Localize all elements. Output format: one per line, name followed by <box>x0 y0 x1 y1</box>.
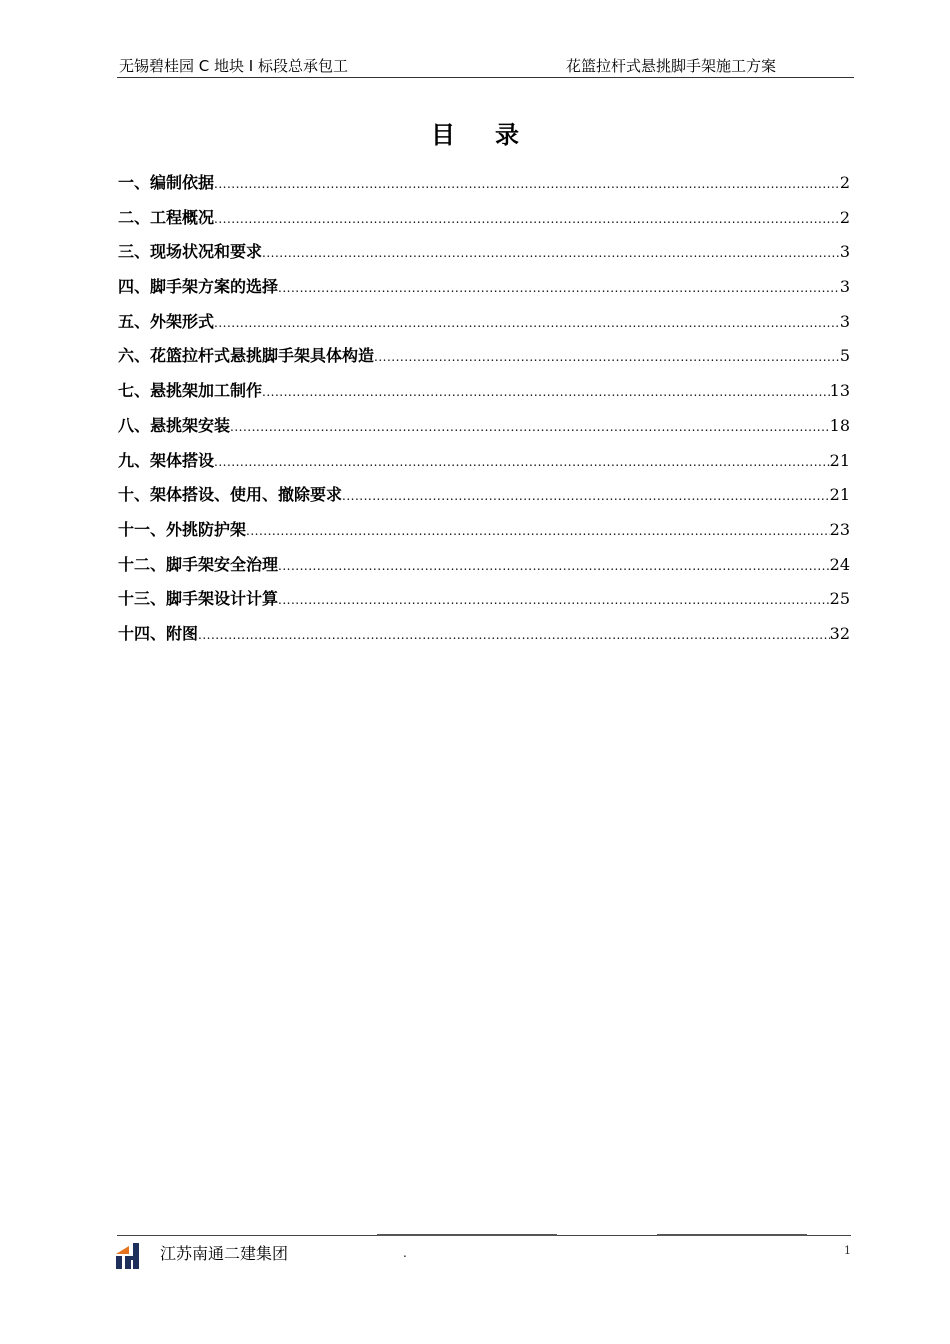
toc-entry-label: 四、脚手架方案的选择 <box>118 277 279 297</box>
toc-entry[interactable] <box>118 621 850 656</box>
toc-entry-label: 十一、外挑防护架 <box>118 519 247 539</box>
toc-entry[interactable] <box>118 343 850 378</box>
toc-entry-page-number: 2 <box>839 173 850 192</box>
toc-entry-label: 六、花篮拉杆式悬挑脚手架具体构造 <box>118 346 375 366</box>
toc-entry[interactable] <box>118 309 850 344</box>
toc-entry-label: 三、现场状况和要求 <box>118 242 263 262</box>
toc-entry[interactable] <box>118 170 850 205</box>
page-header <box>117 55 854 78</box>
toc-dot-leader <box>246 524 830 538</box>
toc-entry[interactable] <box>118 517 850 552</box>
toc-entry[interactable] <box>118 448 850 483</box>
toc-dot-leader <box>262 246 840 260</box>
toc-entry[interactable] <box>118 413 850 448</box>
toc-dot-leader <box>214 177 840 191</box>
toc-entry-page-number: 3 <box>839 242 850 262</box>
toc-entry[interactable] <box>118 274 850 309</box>
footer-dot: . <box>403 1246 407 1260</box>
footer-page-number: 1 <box>844 1244 851 1257</box>
toc-entry-label: 二、工程概况 <box>118 207 215 227</box>
toc-title: 目录 <box>431 120 559 149</box>
toc-entry-label: 十四、附图 <box>118 623 199 643</box>
toc-entry[interactable] <box>118 552 850 587</box>
header-document-title: 花篮拉杆式悬挑脚手架施工方案 <box>566 57 777 75</box>
company-logo <box>116 1243 146 1269</box>
toc-dot-leader <box>262 385 830 399</box>
footer-company-name: 江苏南通二建集团 <box>160 1244 289 1263</box>
toc-entry-page-number: 24 <box>829 554 850 574</box>
toc-dot-leader <box>214 316 840 330</box>
toc-entry[interactable] <box>118 482 850 517</box>
toc-entry-page-number: 13 <box>829 381 850 401</box>
toc-dot-leader <box>214 455 830 469</box>
toc-dot-leader <box>374 350 840 364</box>
toc-entry-page-number: 21 <box>829 485 850 505</box>
toc-entry-label: 十三、脚手架设计计算 <box>118 589 279 609</box>
toc-entry-page-number: 25 <box>829 589 850 609</box>
toc-entry-page-number: 21 <box>829 450 850 470</box>
toc-entry-page-number: 18 <box>829 415 850 435</box>
toc-entry-label: 十二、脚手架安全治理 <box>118 554 279 574</box>
footer-rule <box>117 1235 851 1236</box>
toc-entry[interactable] <box>118 239 850 274</box>
toc-entry-page-number: 3 <box>839 311 850 331</box>
toc-dot-leader <box>214 212 840 226</box>
toc-entry[interactable] <box>118 205 850 240</box>
toc-entry-label: 七、悬挑架加工制作 <box>118 381 263 401</box>
toc-entry-page-number: 2 <box>839 207 850 227</box>
toc-entry-page-number: 32 <box>829 623 850 643</box>
toc-dot-leader <box>230 420 830 434</box>
toc-entry-label: 九、架体搭设 <box>118 450 215 470</box>
toc-entry-label: 十、架体搭设、使用、撤除要求 <box>118 485 343 505</box>
toc-entry-label: 一、编制依据 <box>118 173 215 192</box>
header-project-name: 无锡碧桂园 C 地块 I 标段总承包工 <box>119 57 348 75</box>
toc-entry-page-number: 3 <box>839 277 850 297</box>
toc-dot-leader <box>278 559 830 573</box>
toc-entry-page-number: 5 <box>839 346 850 366</box>
table-of-contents <box>118 170 850 656</box>
toc-entry-page-number: 23 <box>829 519 850 539</box>
toc-entry-label: 五、外架形式 <box>118 311 215 331</box>
toc-dot-leader <box>278 281 840 295</box>
toc-dot-leader <box>278 593 830 607</box>
toc-entry[interactable] <box>118 378 850 413</box>
toc-entry-label: 八、悬挑架安装 <box>118 415 231 435</box>
toc-dot-leader <box>342 489 830 503</box>
toc-entry[interactable] <box>118 586 850 621</box>
toc-dot-leader <box>198 628 830 642</box>
